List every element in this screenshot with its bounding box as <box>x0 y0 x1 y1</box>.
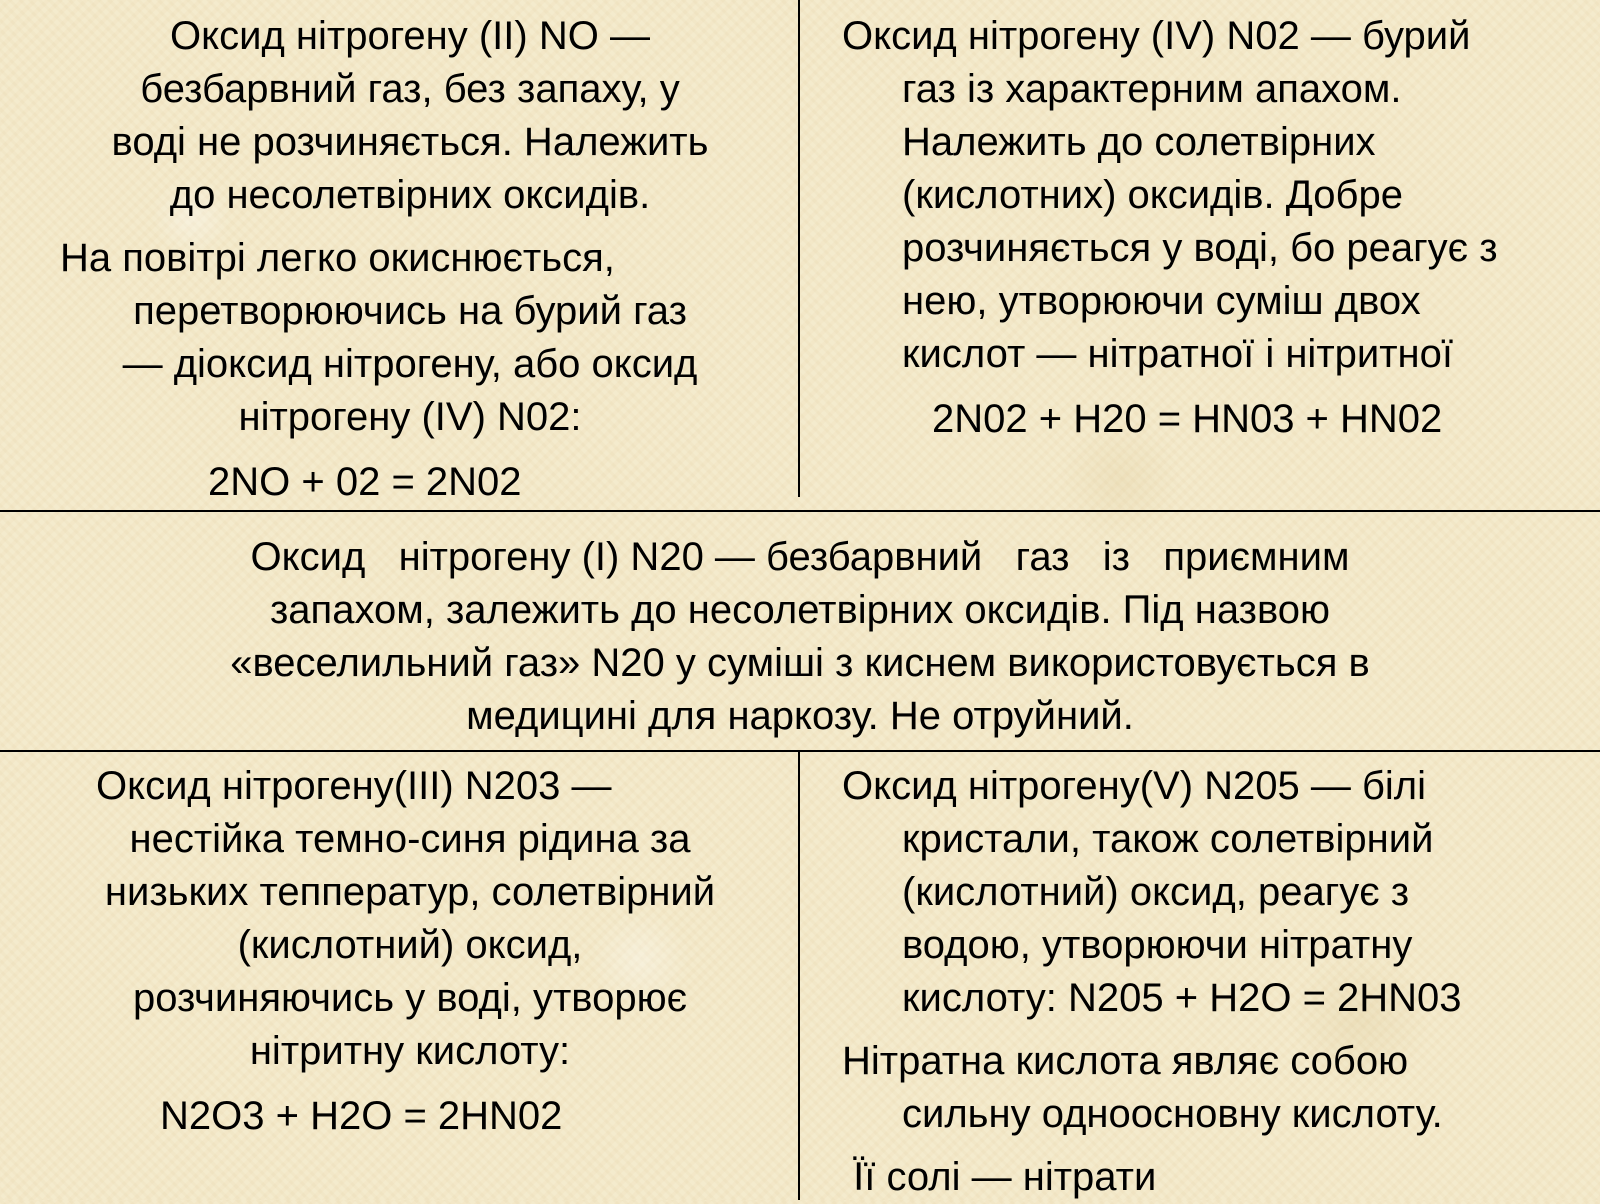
cell-nitrogen-oxide-v <box>842 760 1582 1204</box>
n2o5-description <box>842 760 1582 1025</box>
text-line: запахом, залежить до несолетвірних оксидів. Під назвою <box>269 588 1331 632</box>
no-oxidation-description <box>60 232 760 444</box>
text-line: безбарвний газ, без запаху, у <box>140 67 680 111</box>
no2-description <box>842 10 1582 381</box>
text-line: (кислотних) оксидів. Добре <box>902 173 1403 217</box>
cell-nitrogen-oxide-iv <box>842 10 1582 446</box>
text-line: Оксид нітрогену(V) N205 — білі <box>842 764 1427 808</box>
text-line: кислоту: N205 + H2O = 2HN03 <box>902 976 1462 1020</box>
text-line: низьких тепператур, солетвірний <box>104 870 716 914</box>
cell-nitrogen-oxide-iii <box>60 760 760 1143</box>
no-description <box>60 10 760 222</box>
text-line: воді не розчиняється. Належить <box>111 120 709 164</box>
text-line: розчиняється у воді, бо реагує з <box>902 226 1498 270</box>
text-line: нітрогену (IV) N02: <box>238 395 582 439</box>
text-line: Оксид нітрогену(III) N203 — <box>96 764 612 808</box>
text-line: кристали, також солетвірний <box>902 817 1434 861</box>
text-line: (кислотний) оксид, реагує з <box>902 870 1410 914</box>
text-line: Оксид нітрогену (I) N20 — безбарвний газ із приємним <box>250 535 1350 579</box>
text-line: перетворюючись на бурий газ <box>133 289 687 333</box>
text-line: нітритну кислоту: <box>249 1029 571 1073</box>
text-line: Нітратна кислота являє собою <box>842 1039 1409 1083</box>
cell-nitrogen-oxide-i <box>150 531 1450 743</box>
text-line: — діоксид нітрогену, або оксид <box>122 342 698 386</box>
no-equation: 2NO + 02 = 2N02 <box>208 460 522 504</box>
text-line: «веселильний газ» N20 у суміші з киснем використовується в <box>230 641 1370 685</box>
cell-nitrogen-oxide-ii <box>60 10 760 509</box>
text-line: медицині для наркозу. Не отруйний. <box>466 694 1134 738</box>
text-line: (кислотний) оксид, <box>237 923 583 967</box>
text-line: Оксид нітрогену (II) NO — <box>170 14 650 58</box>
text-line: Оксид нітрогену (IV) N02 — бурий <box>842 14 1471 58</box>
text-line: розчиняючись у воді, утворює <box>132 976 687 1020</box>
text-line: газ із характерним апахом. <box>902 67 1402 111</box>
n2o3-equation: N2O3 + H2O = 2HN02 <box>160 1094 563 1138</box>
no2-equation: 2N02 + H20 = HN03 + HN02 <box>932 397 1443 441</box>
lower-horizontal-divider <box>0 750 1600 752</box>
bottom-vertical-divider <box>798 752 800 1200</box>
text-line: На повітрі легко окиснюється, <box>60 236 615 280</box>
upper-horizontal-divider <box>0 510 1600 512</box>
text-line: до несолетвірних оксидів. <box>169 173 651 217</box>
nitric-acid-description <box>842 1035 1582 1141</box>
text-line: водою, утворюючи нітратну <box>902 923 1413 967</box>
text-line: Належить до солетвірних <box>902 120 1376 164</box>
top-vertical-divider <box>798 0 800 497</box>
text-line: нею, утворюючи суміш двох <box>902 279 1421 323</box>
text-line: сильну одноосновну кислоту. <box>902 1092 1443 1136</box>
nitrates-note: Її солі — нітрати <box>842 1155 1157 1199</box>
n2o3-description <box>60 760 760 1078</box>
text-line: кислот — нітратної і нітритної <box>902 332 1453 376</box>
text-line: нестійка темно-синя рідина за <box>129 817 691 861</box>
